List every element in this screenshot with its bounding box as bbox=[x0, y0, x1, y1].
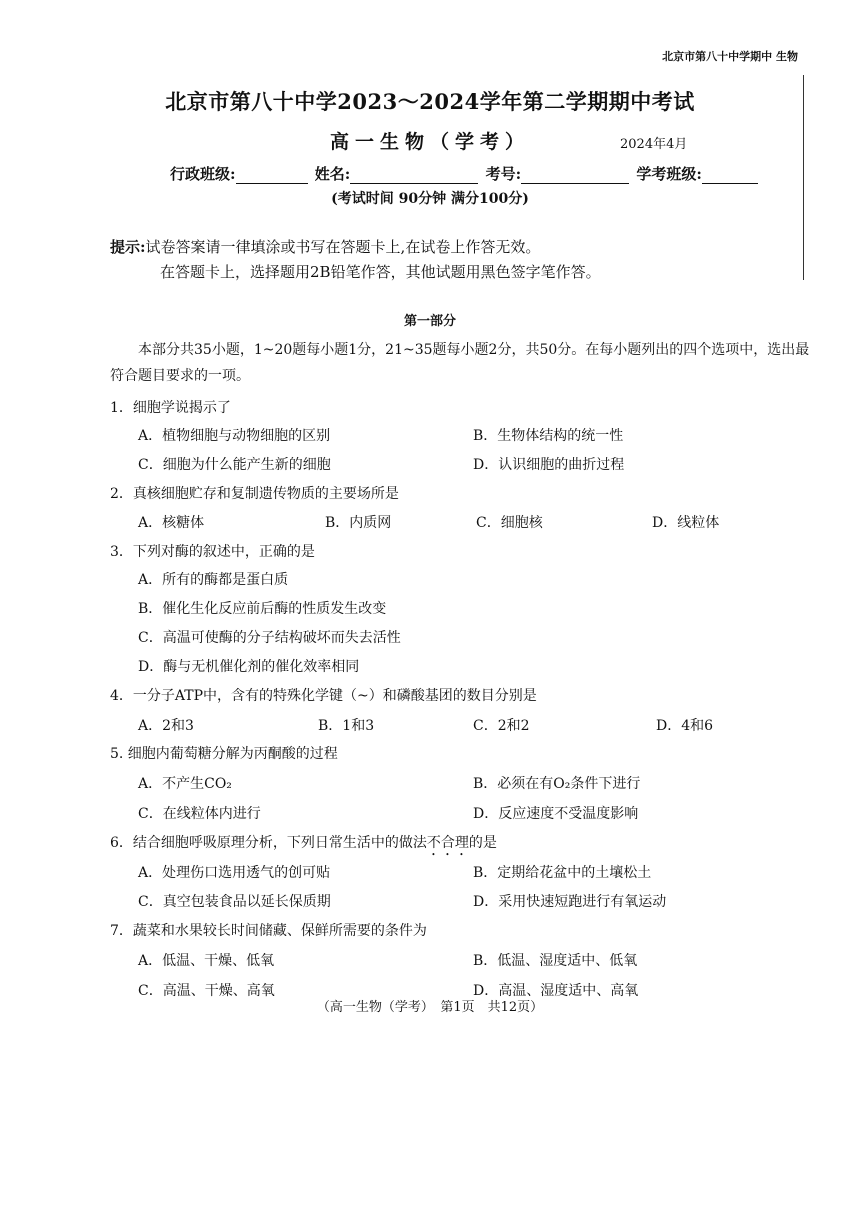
question-1-stem: 1．细胞学说揭示了 bbox=[110, 400, 231, 416]
question-4-option-c[interactable]: C．2和2 bbox=[473, 718, 530, 734]
question-3-option-b[interactable]: B．催化生化反应前后酶的性质发生改变 bbox=[138, 601, 387, 617]
question-2-stem: 2．真核细胞贮存和复制遗传物质的主要场所是 bbox=[110, 486, 399, 502]
question-5-option-b[interactable]: B．必须在有O₂条件下进行 bbox=[473, 776, 641, 792]
question-1-option-c[interactable]: C．细胞为什么能产生新的细胞 bbox=[138, 457, 331, 473]
exam-title: 北京市第八十中学2023～2024学年第二学期期中考试 bbox=[165, 89, 695, 114]
question-3-stem: 3．下列对酶的叙述中，正确的是 bbox=[110, 544, 315, 560]
name-label: 姓名: bbox=[314, 165, 351, 183]
student-info-fields bbox=[170, 163, 760, 184]
question-3-option-d[interactable]: D．酶与无机催化剂的催化效率相同 bbox=[138, 659, 360, 675]
question-4-stem: 4．一分子ATP中，含有的特殊化学键（~）和磷酸基团的数目分别是 bbox=[110, 688, 537, 704]
question-6-option-a[interactable]: A．处理伤口选用透气的创可贴 bbox=[138, 865, 331, 881]
question-6-stem-post: 的是 bbox=[468, 835, 497, 851]
question-3-option-a[interactable]: A．所有的酶都是蛋白质 bbox=[138, 572, 289, 588]
class-label: 行政班级: bbox=[170, 165, 236, 183]
page-footer: （高一生物（学考） 第1页 共12页） bbox=[316, 1000, 544, 1015]
question-1-option-d[interactable]: D．认识细胞的曲折过程 bbox=[473, 457, 625, 473]
study-class-label: 学考班级: bbox=[636, 165, 702, 183]
question-7-stem: 7．蔬菜和水果较长时间储藏、保鲜所需要的条件为 bbox=[110, 923, 427, 939]
section-title: 第一部分 bbox=[403, 314, 456, 329]
question-4-option-a[interactable]: A．2和3 bbox=[138, 718, 194, 734]
question-6-option-c[interactable]: C．真空包装食品以延长保质期 bbox=[138, 894, 331, 910]
question-7-option-c[interactable]: C．高温、干燥、高氧 bbox=[138, 983, 275, 999]
question-6-option-b[interactable]: B．定期给花盆中的土壤松土 bbox=[473, 865, 652, 881]
study-class-blank[interactable] bbox=[702, 169, 758, 184]
question-6-stem-emphasis: 不合理 bbox=[426, 835, 469, 851]
question-4-option-b[interactable]: B．1和3 bbox=[318, 718, 375, 734]
question-1-option-b[interactable]: B．生物体结构的统一性 bbox=[473, 428, 624, 444]
question-4-option-d[interactable]: D．4和6 bbox=[656, 718, 714, 734]
question-2-option-c[interactable]: C．细胞核 bbox=[476, 515, 543, 531]
exam-subtitle: 高一生物（学考） bbox=[330, 131, 531, 153]
question-6-option-d[interactable]: D．采用快速短跑进行有氧运动 bbox=[473, 894, 667, 910]
section-intro: 本部分共35小题，1~20题每小题1分，21~35题每小题2分，共50分。在每小题列出的四个选项中，选出最符合题目要求的一项。 bbox=[110, 342, 810, 384]
notice bbox=[110, 235, 601, 285]
question-2-option-d[interactable]: D．线粒体 bbox=[652, 515, 720, 531]
question-6-stem-pre: 6．结合细胞呼吸原理分析，下列日常生活中的做法 bbox=[110, 835, 427, 851]
question-1-option-a[interactable]: A．植物细胞与动物细胞的区别 bbox=[138, 428, 331, 444]
question-2-option-b[interactable]: B．内质网 bbox=[325, 515, 392, 531]
question-2-option-a[interactable]: A．核糖体 bbox=[138, 515, 205, 531]
name-blank[interactable] bbox=[350, 169, 478, 184]
exam-no-blank[interactable] bbox=[521, 169, 629, 184]
question-5-option-c[interactable]: C．在线粒体内进行 bbox=[138, 806, 261, 822]
question-5-stem: 5. 细胞内葡萄糖分解为丙酮酸的过程 bbox=[110, 746, 338, 762]
question-5-option-d[interactable]: D．反应速度不受温度影响 bbox=[473, 806, 639, 822]
notice-label: 提示: bbox=[110, 238, 146, 256]
question-6-stem bbox=[110, 832, 497, 859]
question-7-option-d[interactable]: D．高温、湿度适中、高氧 bbox=[473, 983, 639, 999]
question-3-option-c[interactable]: C．高温可使酶的分子结构破坏而失去活性 bbox=[138, 630, 401, 646]
exam-date: 2024年4月 bbox=[620, 137, 688, 152]
notice-line-2: 在答题卡上，选择题用2B铅笔作答，其他试题用黑色签字笔作答。 bbox=[160, 263, 601, 281]
question-5-option-a[interactable]: A．不产生CO₂ bbox=[138, 776, 232, 792]
class-blank[interactable] bbox=[236, 169, 308, 184]
notice-line-1: 试卷答案请一律填涂或书写在答题卡上,在试卷上作答无效。 bbox=[145, 238, 541, 256]
corner-header: 北京市第八十中学期中 生物 bbox=[662, 50, 798, 63]
question-7-option-b[interactable]: B．低温、湿度适中、低氧 bbox=[473, 953, 638, 969]
exam-info: (考试时间 90分钟 满分100分) bbox=[331, 191, 529, 207]
exam-no-label: 考号: bbox=[485, 165, 522, 183]
question-7-option-a[interactable]: A．低温、干燥、低氧 bbox=[138, 953, 275, 969]
